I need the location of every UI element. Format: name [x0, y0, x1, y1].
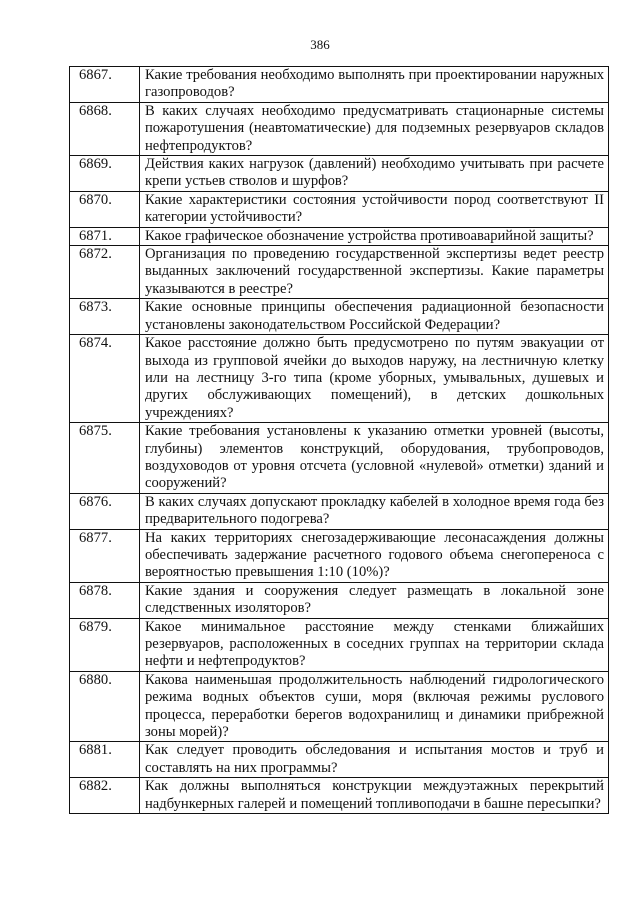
question-number: 6869.	[70, 156, 140, 192]
question-number: 6868.	[70, 102, 140, 155]
questions-table-body	[70, 67, 609, 814]
question-text: На каких территориях снегозадерживающие лесонасаждения должны обеспечивать задержание расчетного годового объема снегопереноса с вероятностью превышения 1:10 (10%)?	[140, 529, 609, 582]
question-text: Действия каких нагрузок (давлений) необходимо учитывать при расчете крепи устьев стволов и шурфов?	[140, 156, 609, 192]
table-row	[70, 529, 609, 582]
question-number: 6880.	[70, 671, 140, 742]
question-number: 6877.	[70, 529, 140, 582]
questions-table	[69, 66, 609, 814]
question-text: В каких случаях необходимо предусматривать стационарные системы пожаротушения (неавтоматические) для подземных резервуаров складов нефтепродуктов?	[140, 102, 609, 155]
question-number: 6870.	[70, 191, 140, 227]
question-text: Какое графическое обозначение устройства противоаварийной защиты?	[140, 227, 609, 245]
question-number: 6875.	[70, 423, 140, 494]
page-number: 386	[310, 37, 330, 52]
question-number: 6881.	[70, 742, 140, 778]
table-row	[70, 67, 609, 103]
question-number: 6878.	[70, 582, 140, 618]
table-row	[70, 246, 609, 299]
question-text: Какие требования необходимо выполнять при проектировании наружных газопроводов?	[140, 67, 609, 103]
question-text: Какова наименьшая продолжительность наблюдений гидрологического режима водных объектов суши, моря (включая режимы руслового процесса, переработки берегов водохранилищ и динамики прибрежной зоны морей)?	[140, 671, 609, 742]
table-row	[70, 156, 609, 192]
table-row	[70, 227, 609, 245]
table-row	[70, 423, 609, 494]
table-row	[70, 493, 609, 529]
question-text: Как должны выполняться конструкции междуэтажных перекрытий надбункерных галерей и помещений топливоподачи в башне пересыпки?	[140, 778, 609, 814]
table-row	[70, 299, 609, 335]
table-row	[70, 618, 609, 671]
question-text: Какие характеристики состояния устойчивости пород соответствуют II категории устойчивости?	[140, 191, 609, 227]
question-text: Как следует проводить обследования и испытания мостов и труб и составлять на них программы?	[140, 742, 609, 778]
table-row	[70, 582, 609, 618]
table-row	[70, 335, 609, 423]
question-text: Организация по проведению государственной экспертизы ведет реестр выданных заключений государственной экспертизы. Какие параметры указываются в реестре?	[140, 246, 609, 299]
table-row	[70, 778, 609, 814]
question-number: 6867.	[70, 67, 140, 103]
question-text: Какие основные принципы обеспечения радиационной безопасности установлены законодательством Российской Федерации?	[140, 299, 609, 335]
question-number: 6874.	[70, 335, 140, 423]
table-row	[70, 742, 609, 778]
question-text: Какие требования установлены к указанию отметки уровней (высоты, глубины) элементов конструкций, оборудования, трубопроводов, воздуховодов от уровня отсчета (условной «нулевой» отметки) зданий и сооружений?	[140, 423, 609, 494]
question-text: Какое минимальное расстояние между стенками ближайших резервуаров, расположенных в соседних группах на территории склада нефти и нефтепродуктов?	[140, 618, 609, 671]
question-text: В каких случаях допускают прокладку кабелей в холодное время года без предварительного подогрева?	[140, 493, 609, 529]
question-number: 6876.	[70, 493, 140, 529]
question-number: 6879.	[70, 618, 140, 671]
question-number: 6871.	[70, 227, 140, 245]
table-row	[70, 102, 609, 155]
question-text: Какое расстояние должно быть предусмотрено по путям эвакуации от выхода из групповой ячейки до выходов наружу, на лестничную клетку или на лестницу 3-го типа (кроме уборных, умывальных, душевых и других обслуживающих помещений), в детских дошкольных учреждениях?	[140, 335, 609, 423]
question-number: 6873.	[70, 299, 140, 335]
question-number: 6882.	[70, 778, 140, 814]
table-row	[70, 671, 609, 742]
question-number: 6872.	[70, 246, 140, 299]
table-row	[70, 191, 609, 227]
question-text: Какие здания и сооружения следует размещать в локальной зоне следственных изоляторов?	[140, 582, 609, 618]
